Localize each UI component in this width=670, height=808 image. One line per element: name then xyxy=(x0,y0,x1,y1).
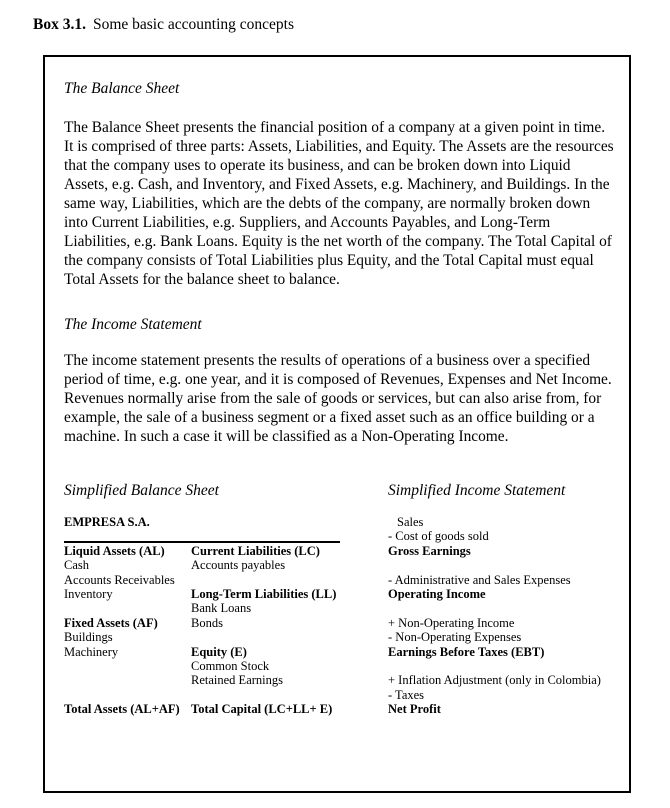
income-statement-paragraph: The income statement presents the results of operations of a business over a specified period of time, e.g. one year, and it is composed of Revenues, Expenses and Net Income. Revenues normally arise from the sale of goods or services, but can also arise from, for example, the sale of a business segment or a fixed asset such as an office building or a machine. In such a case it will be classified as a Non-Operating Income. xyxy=(64,352,612,445)
content-frame xyxy=(43,55,631,793)
balance-sheet-rule-cell xyxy=(64,529,388,543)
asset-item xyxy=(64,688,191,702)
income-statement-heading: The Income Statement xyxy=(64,316,202,333)
table-cell xyxy=(191,515,388,529)
document-title-label: Box 3.1. xyxy=(33,16,86,33)
income-line xyxy=(388,558,613,572)
asset-item xyxy=(64,673,191,687)
asset-item: Cash xyxy=(64,558,89,573)
liability-item: Current Liabilities (LC) xyxy=(191,543,320,558)
income-line: + Non-Operating Income xyxy=(388,615,515,630)
simplified-income-statement-heading: Simplified Income Statement xyxy=(388,482,566,499)
liability-item: Accounts payables xyxy=(191,558,286,573)
asset-item: Total Assets (AL+AF) xyxy=(64,702,180,717)
liability-item: Bonds xyxy=(191,615,223,630)
asset-item: Accounts Receivables xyxy=(64,572,175,587)
liability-item: Total Capital (LC+LL+ E) xyxy=(191,702,333,717)
company-name: EMPRESA S.A. xyxy=(64,515,150,529)
liability-item: Bank Loans xyxy=(191,601,252,616)
asset-item: Liquid Assets (AL) xyxy=(64,543,165,558)
income-line: Earnings Before Taxes (EBT) xyxy=(388,644,545,659)
asset-item: Buildings xyxy=(64,630,113,645)
statements-table xyxy=(64,515,613,716)
simplified-balance-sheet-heading: Simplified Balance Sheet xyxy=(64,482,219,499)
income-line: - Non-Operating Expenses xyxy=(388,630,522,645)
asset-item xyxy=(64,659,191,673)
liability-item: Retained Earnings xyxy=(191,673,283,688)
horizontal-rule xyxy=(64,541,340,543)
income-line: - Taxes xyxy=(388,687,425,702)
income-line: + Inflation Adjustment (only in Colombia) xyxy=(388,673,601,688)
income-line: Operating Income xyxy=(388,586,486,601)
statements-headings-row xyxy=(64,481,613,500)
income-line: - Cost of goods sold xyxy=(388,529,489,544)
liability-item xyxy=(191,630,388,644)
frame-inner xyxy=(45,57,629,716)
liability-item xyxy=(191,688,388,702)
income-line xyxy=(388,659,613,673)
liability-item: Common Stock xyxy=(191,658,270,673)
income-line: Net Profit xyxy=(388,702,441,717)
asset-item: Fixed Assets (AF) xyxy=(64,615,158,630)
liability-item: Long-Term Liabilities (LL) xyxy=(191,586,337,601)
income-line: - Administrative and Sales Expenses xyxy=(388,572,571,587)
asset-item xyxy=(64,601,191,615)
income-line: Sales xyxy=(397,515,424,529)
balance-sheet-paragraph: The Balance Sheet presents the financial position of a company at a given point in time. It is comprised of three parts: Assets, Liabilities, and Equity. The Assets are the resources that the company uses to operate its business, and can be broken down into Liquid Assets, e.g. Cash, and Inventory, and Fixed Assets, e.g. Machinery, and Buildings. In the same way, Liabilities, which are the debts of the company, are normally broken down into Current Liabilities, e.g. Suppliers, and Accounts Payables, and Long-Term Liabilities, e.g. Bank Loans. Equity is the net worth of the company. The Total Capital of the company consists of Total Liabilities plus Equity, and the Total Capital must equal Total Assets for the balance sheet to balance. xyxy=(64,119,614,288)
document-title xyxy=(33,15,294,34)
asset-item: Inventory xyxy=(64,586,113,601)
document-title-text: Some basic accounting concepts xyxy=(92,16,294,33)
income-line: Gross Earnings xyxy=(388,543,471,558)
income-line xyxy=(388,601,613,615)
asset-item: Machinery xyxy=(64,644,119,659)
liability-item xyxy=(191,573,388,587)
liability-item: Equity (E) xyxy=(191,644,247,659)
balance-sheet-heading: The Balance Sheet xyxy=(64,80,180,97)
